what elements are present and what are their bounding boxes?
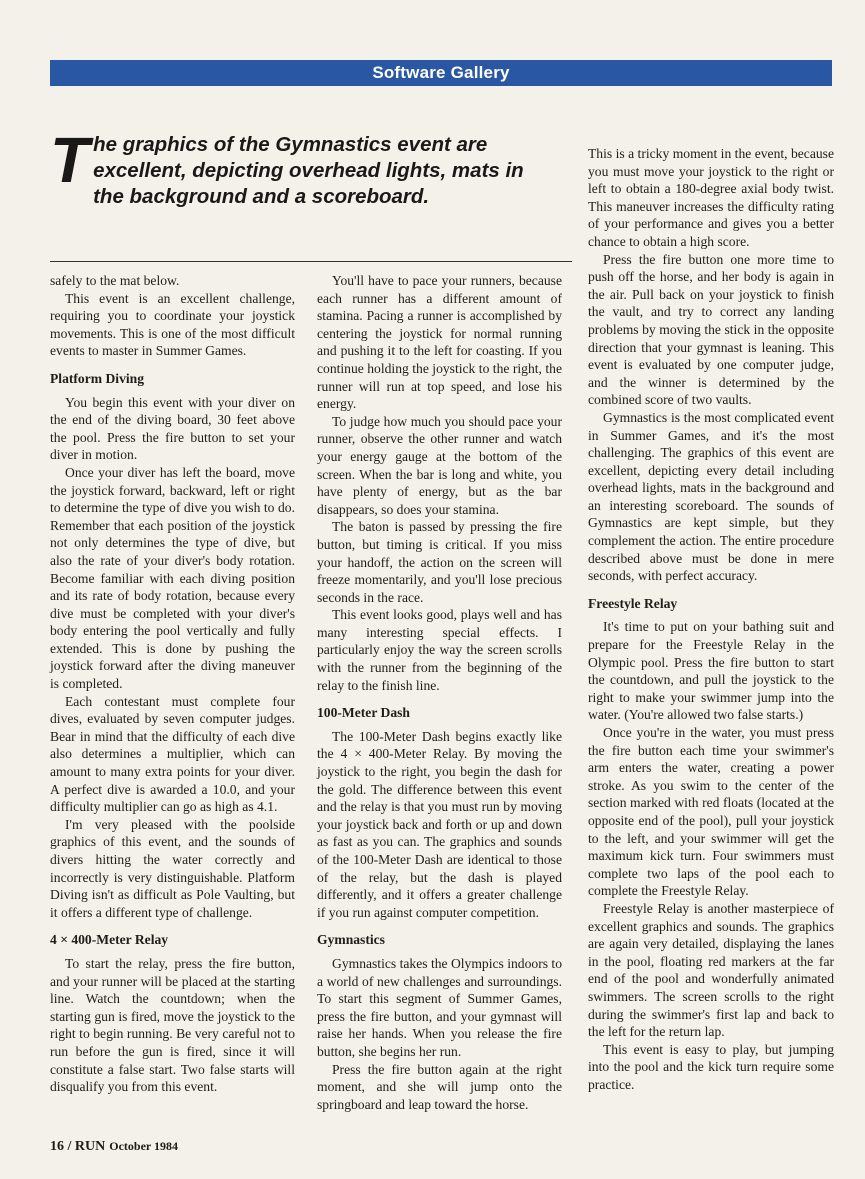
subheading-gymnastics: Gymnastics bbox=[317, 932, 385, 948]
paragraph: Each contestant must complete four dives, evaluated by seven computer judges. Bear in mind that the difficulty of each dive also determines a multiplier, which can amount to many extra points for your diver. A perfect dive is awarded a 10.0, and your difficulty multiplier can go as high as 4.1. bbox=[50, 693, 295, 815]
paragraph: Once you're in the water, you must press the fire button each time your swimmer's arm enters the water, creating a power stroke. As you swim to the center of the section marked with red floats (located at the opposite end of the pool), pull your joystick to the left, and your swimmer will get the maximum kick turn. Four swimmers must complete two laps of the pool each to complete the Freestyle Relay. bbox=[588, 725, 834, 899]
paragraph: It's time to put on your bathing suit and prepare for the Freestyle Relay in the Olympic pool. Press the fire button to start the countdown, and pull the joystick to the right to make your swimmer jump into the water. (You're allowed two false starts.) bbox=[588, 619, 834, 723]
pull-quote-rule bbox=[50, 261, 572, 262]
section-title: Software Gallery bbox=[372, 63, 510, 82]
issue-date: October 1984 bbox=[109, 1139, 178, 1153]
pull-quote-dropcap: T bbox=[50, 124, 90, 196]
section-banner bbox=[50, 60, 832, 86]
paragraph: Gymnastics is the most complicated event in Summer Games, and it's the most challenging. The graphics of this event are excellent, depicting every detail including overhead lights, mats in the background and an interesting scoreboard. The sounds of Gymnastics are kept simple, but they complement the action. The entire procedure described above must be done in mere seconds, with perfect accuracy. bbox=[588, 409, 834, 584]
paragraph: Freestyle Relay is another masterpiece of excellent graphics and sounds. The graphics are again very detailed, displaying the lanes in the pool, floating red markers at the far end of the pool and wonderfully animated swimmers. The screen scrolls to the right during the swimmer's first lap and back to the left for the return lap. bbox=[588, 900, 834, 1040]
paragraph: You begin this event with your diver on the end of the diving board, 30 feet above the pool. Press the fire button to set your diver in motion. bbox=[50, 394, 295, 463]
pull-quote bbox=[50, 124, 550, 210]
paragraph: To start the relay, press the fire button, and your runner will be placed at the starting line. Watch the countdown; when the starting gun is fired, move the joystick to the right to begin running. Be very careful not to run before the gun is fired, since it will constitute a false start. Two false starts will disqualify you from this event. bbox=[50, 955, 295, 1095]
subheading-100-meter-dash: 100-Meter Dash bbox=[317, 705, 410, 721]
paragraph: This event is an excellent challenge, requiring you to coordinate your joystick movements. This is one of the most difficult events to master in Summer Games. bbox=[50, 290, 295, 359]
paragraph: Press the fire button again at the right moment, and she will jump onto the springboard and leap toward the horse. bbox=[317, 1061, 562, 1112]
paragraph: The baton is passed by pressing the fire button, but timing is critical. If you miss your handoff, the action on the screen will freeze momentarily, and you'll lose precious seconds in the race. bbox=[317, 519, 562, 605]
column-2 bbox=[317, 272, 562, 1113]
paragraph: To judge how much you should pace your runner, observe the other runner and watch your energy gauge at the bottom of the screen. When the bar is long and white, you have plenty of energy, but as the bar disappears, so does your stamina. bbox=[317, 413, 562, 517]
paragraph: Press the fire button one more time to push off the horse, and her body is again in the air. Pull back on your joystick to finish the vault, and try to correct any landing problems by moving the stick in the opposite direction that your gymnast is leaning. This event is evaluated by one computer judge, and the winner is determined by the combined score of two vaults. bbox=[588, 251, 834, 408]
paragraph: You'll have to pace your runners, because each runner has a different amount of stamina. Pacing a runner is accomplished by centering the joystick for normal running and pushing it to the left for coasting. If you continue holding the joystick to the right, the runner will run at top speed, and lose his energy. bbox=[317, 273, 562, 412]
column-1 bbox=[50, 272, 295, 1096]
paragraph: I'm very pleased with the poolside graphics of this event, and the sounds of divers hitting the water correctly and incorrectly is very distinguishable. Platform Diving isn't as difficult as Pole Vaulting, but it offers a different type of challenge. bbox=[50, 816, 295, 920]
paragraph: The 100-Meter Dash begins exactly like the 4 × 400-Meter Relay. By moving the joystick to the right, you begin the dash for the gold. The difference between this event and the relay is that you must run by moving your joystick back and forth or up and down as fast as you can. The graphics and sounds of the 100-Meter Dash are identical to those of the relay, but the dash is played differently, and it offers a greater challenge if you run against computer competition. bbox=[317, 728, 562, 920]
paragraph: safely to the mat below. bbox=[50, 273, 180, 288]
page-footer bbox=[50, 1139, 178, 1155]
subheading-platform-diving: Platform Diving bbox=[50, 370, 145, 386]
paragraph: This event looks good, plays well and has many interesting special effects. I particularly enjoy the way the screen scrolls with the runner from the beginning of the relay to the finish line. bbox=[317, 607, 562, 693]
subheading-freestyle-relay: Freestyle Relay bbox=[588, 595, 678, 611]
page-number: 16 / RUN bbox=[50, 1139, 106, 1154]
paragraph: Gymnastics takes the Olympics indoors to a world of new challenges and surroundings. To start this segment of Summer Games, press the fire button, and your gymnast will raise her hands. When you release the fire button, she begins her run. bbox=[317, 955, 562, 1059]
subheading-relay: 4 × 400-Meter Relay bbox=[50, 932, 169, 948]
pull-quote-text: he graphics of the Gymnastics event are excellent, depicting overhead lights, mats in the background and a scoreboard. bbox=[93, 133, 524, 208]
paragraph: This is a tricky moment in the event, because you must move your joystick to the right or left to obtain a 180-degree axial body twist. This maneuver increases the difficulty rating of your performance and gives you a better chance to obtain a high score. bbox=[588, 146, 834, 249]
paragraph: This event is easy to play, but jumping into the pool and the kick turn require some practice. bbox=[588, 1041, 834, 1092]
column-3 bbox=[588, 145, 834, 1093]
paragraph: Once your diver has left the board, move the joystick forward, backward, left or right to determine the type of dive you wish to do. Remember that each position of the joystick not only determines the type of dive, but also the rate of your diver's body rotation. Become familiar with each diving position and its rate of body rotation, because every dive must be completed with your diver's body entering the pool vertically and fully extended. This is done by pushing the joystick forward after the diving maneuver is completed. bbox=[50, 464, 295, 692]
